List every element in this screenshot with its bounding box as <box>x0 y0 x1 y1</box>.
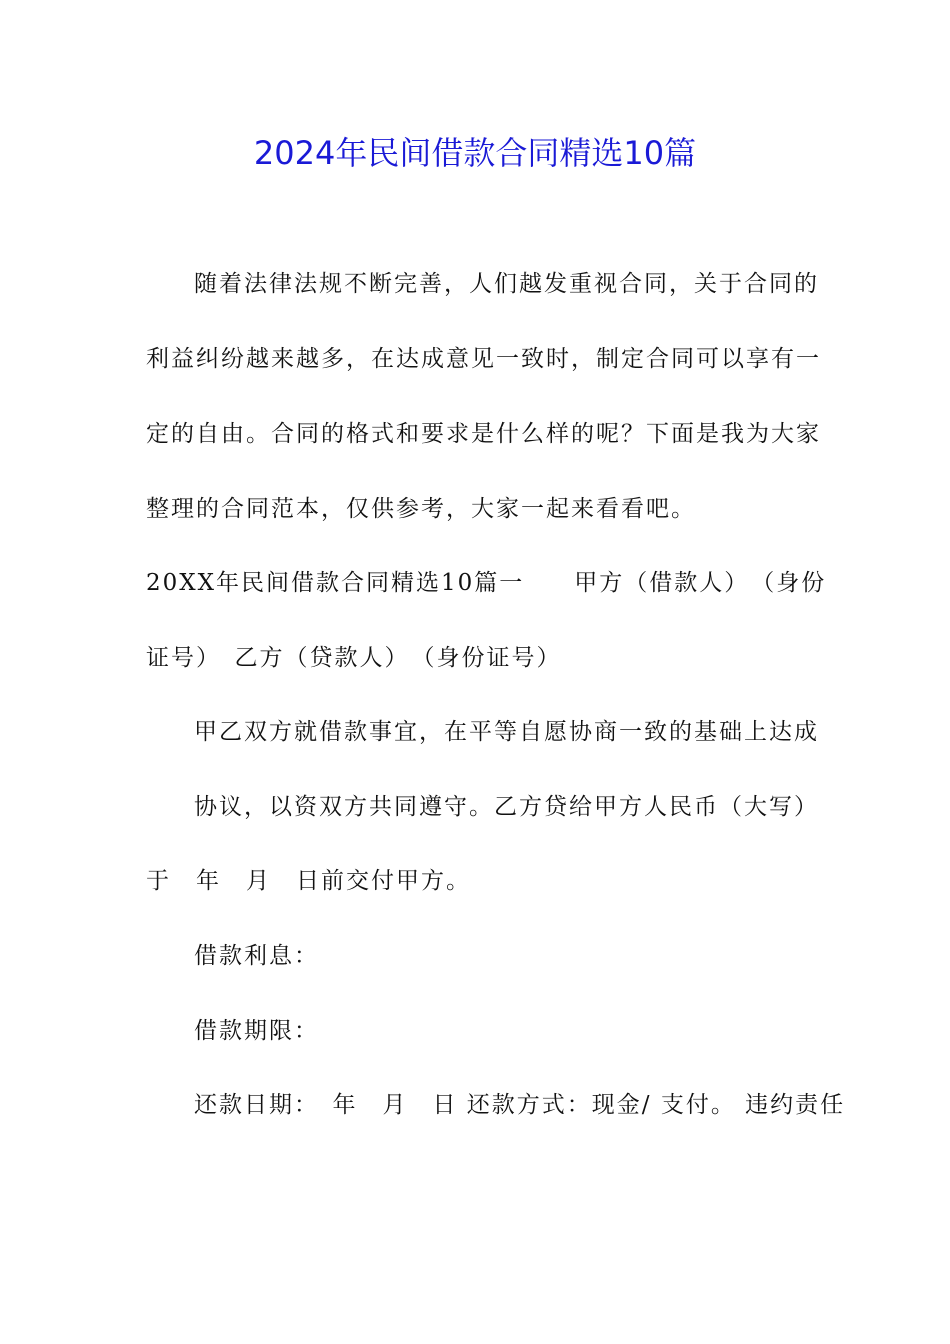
agreement-line-2: 协议，以资双方共同遵守。乙方贷给甲方人民币（大写） <box>194 794 819 820</box>
paragraph-line-4: 整理的合同范本，仅供参考，大家一起来看看吧。 <box>146 496 696 522</box>
paragraph-line-2: 利益纠纷越来越多，在达成意见一致时，制定合同可以享有一 <box>146 346 821 372</box>
party-line: 证号） 乙方（贷款人） （身份证号） <box>146 645 562 671</box>
loan-interest-label: 借款利息： <box>194 943 319 969</box>
agreement-line-3: 于 年 月 日前交付甲方。 <box>146 868 471 894</box>
section-heading-line: 20XX年民间借款合同精选10篇一 甲方（借款人） （身份 <box>146 570 827 596</box>
repayment-line: 还款日期： 年 月 日 还款方式：现金/ 支付。 违约责任 <box>194 1092 846 1118</box>
document-title: 2024年民间借款合同精选10篇 <box>253 134 697 172</box>
paragraph-line-1: 随着法律法规不断完善，人们越发重视合同，关于合同的 <box>194 271 819 297</box>
paragraph-line-3: 定的自由。合同的格式和要求是什么样的呢？下面是我为大家 <box>146 421 821 447</box>
agreement-line-1: 甲乙双方就借款事宜，在平等自愿协商一致的基础上达成 <box>194 719 819 745</box>
loan-term-label: 借款期限： <box>194 1018 319 1044</box>
